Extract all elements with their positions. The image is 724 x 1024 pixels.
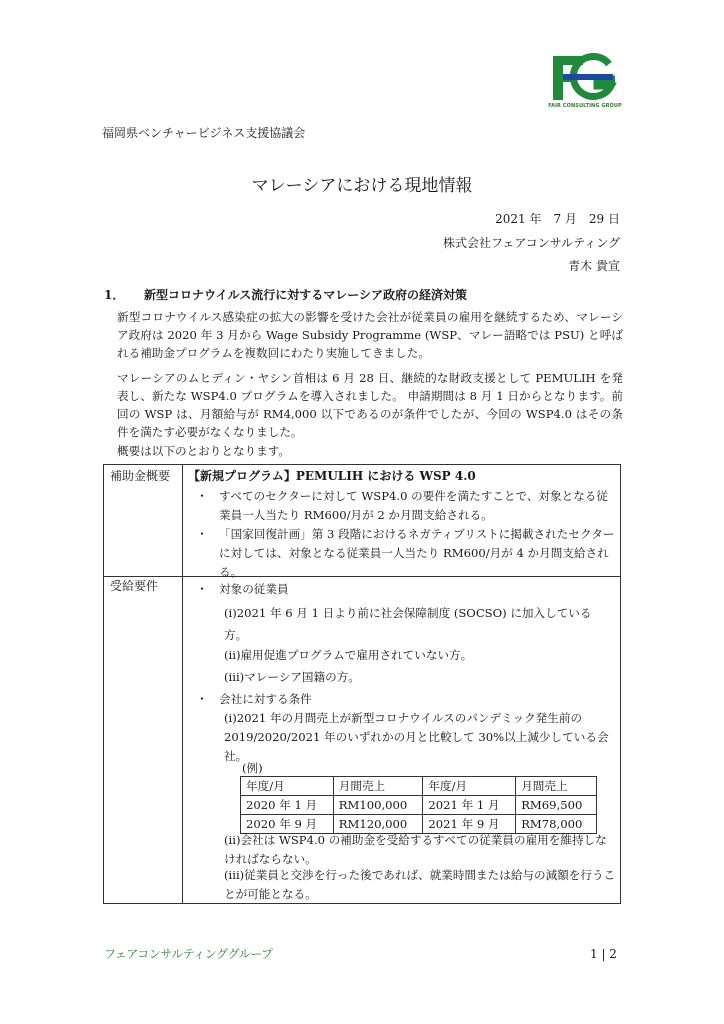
row-label-requirements: 受給要件 (110, 579, 159, 593)
table-cell: RM69,500 (516, 796, 597, 815)
paragraph-summary-lead: 概要は以下のとおりとなります。 (117, 444, 290, 458)
bullet-marker: ・ (196, 489, 209, 503)
company-heading: 会社に対する条件 (219, 692, 312, 706)
table-cell: RM120,000 (333, 815, 423, 834)
overview-item: 「国家回復計画」第 3 段階におけるネガティブリストに掲載されたセクターに対しては、対象となる従業員一人当たり RM600/月が 4 か月間支給される。 (219, 527, 615, 579)
company-condition: (ii)会社は WSP4.0 の補助金を受給するすべての従業員の雇用を維持しなければならない。 (224, 833, 607, 866)
table-column-divider (182, 464, 183, 904)
section-number: 1． (104, 288, 125, 302)
column-header: 月間売上 (333, 777, 423, 796)
organization-name: 福岡県ベンチャービジネス支援協議会 (102, 126, 306, 140)
table-cell: 2021 年 9 月 (423, 815, 516, 834)
employee-condition: (iii)マレーシア国籍の方。 (224, 670, 360, 684)
row-label-overview: 補助金概要 (110, 469, 171, 483)
column-header: 年度/月 (423, 777, 516, 796)
company-name: 株式会社フェアコンサルティング (442, 236, 620, 250)
company-condition: (iii)従業員と交渉を行った後であれば、就業時間または給与の減額を行うことが可能となる。 (224, 868, 616, 901)
column-header: 年度/月 (241, 777, 334, 796)
table-row (241, 796, 597, 815)
table-cell: RM78,000 (516, 815, 597, 834)
program-title: 【新規プログラム】PEMULIH における WSP 4.0 (188, 469, 476, 483)
table-cell: RM100,000 (333, 796, 423, 815)
example-label: (例) (242, 761, 263, 775)
bullet-marker: ・ (196, 692, 209, 706)
table-cell: 2021 年 1 月 (423, 796, 516, 815)
paragraph-pemulih: マレーシアのムヒディン・ヤシン首相は 6 月 28 日、継続的な財政支援として PEMULIH を発表し、新たな WSP4.0 プログラムを導入されました。 申請期間は 8 月 1 日からとなります。前回の WSP は、月額給与が RM4,000 以下であるのが条件でしたが、今回の WSP4.0 はその条件を満たす必要がなくなりました。 (117, 371, 623, 439)
employee-condition: (i)2021 年 6 月 1 日より前に社会保障制度 (SOCSO) に加入している方。 (224, 606, 592, 642)
company-logo (551, 52, 619, 110)
author-name: 青木 貴宣 (568, 259, 620, 273)
employee-heading: 対象の従業員 (219, 582, 289, 596)
section-title: 新型コロナウイルス流行に対するマレーシア政府の経済対策 (144, 288, 468, 302)
table-cell: 2020 年 9 月 (241, 815, 334, 834)
document-title: マレーシアにおける現地情報 (251, 176, 473, 196)
sales-example-table (240, 776, 597, 834)
table-header-row (241, 777, 597, 796)
column-header: 月間売上 (516, 777, 597, 796)
document-date: 2021 年 7 月 29 日 (495, 212, 620, 226)
employee-condition: (ii)雇用促進プログラムで雇用されていない方。 (224, 648, 473, 662)
company-condition: (i)2021 年の月間売上が新型コロナウイルスのパンデミック発生前の 2019/2020/2021 年のいずれかの月と比較して 30%以上減少している会社。 (224, 711, 609, 763)
bullet-marker: ・ (196, 527, 209, 541)
section-heading (104, 286, 467, 305)
overview-item: すべてのセクターに対して WSP4.0 の要件を満たすことで、対象となる従業員一人当たり RM600/月が 2 か月間支給される。 (219, 489, 608, 522)
table-cell: 2020 年 1 月 (241, 796, 334, 815)
page-number: 1 | 2 (590, 947, 617, 961)
bullet-marker: ・ (196, 582, 209, 596)
logo-caption: FAIR CONSULTING GROUP (548, 103, 622, 109)
footer-company: フェアコンサルティンググループ (104, 947, 273, 961)
paragraph-intro: 新型コロナウイルス感染症の拡大の影響を受けた会社が従業員の雇用を継続するため、マレーシア政府は 2020 年 3 月から Wage Subsidy Programme (WSP、マレー語略では PSU) と呼ばれる補助金プログラムを複数回にわたり実施してきました。 (117, 310, 623, 360)
